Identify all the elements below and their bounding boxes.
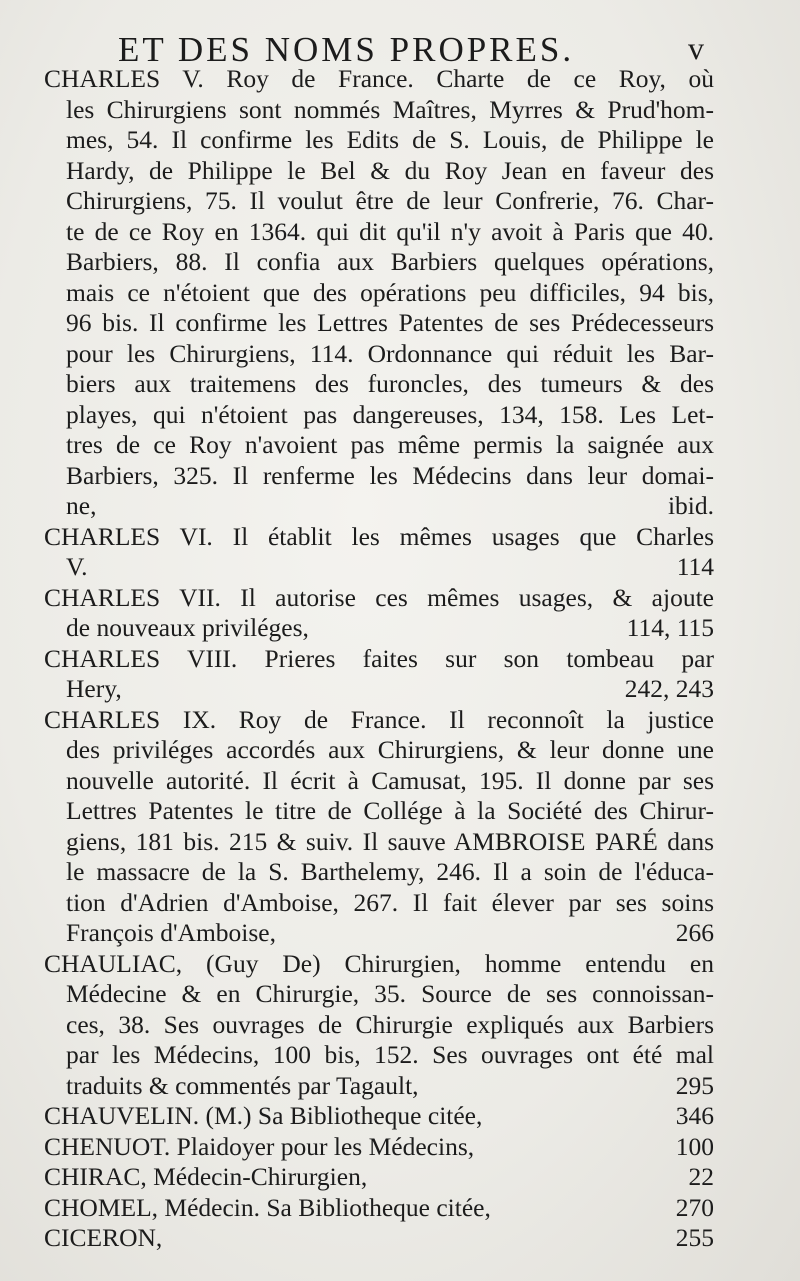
index-entry [44,1223,714,1254]
entry-text: 96 bis. Il confirme les Lettres Patentes de ses Prédecesseurs [66,308,714,337]
index-entries [44,64,714,1254]
entry-text: Hery, [66,674,122,703]
entry-text: François d'Amboise, [66,918,276,947]
entry-last-line [44,1132,714,1163]
entry-text: par les Médecins, 100 bis, 152. Ses ouvrages ont été mal [66,1040,714,1069]
entry-headline: CHARLES VI. Il établit les mêmes usages que Charles [44,521,714,551]
entry-text: mes, 54. Il confirme les Edits de S. Louis, de Philippe le [66,125,714,154]
entry-text: Barbiers, 88. Il confia aux Barbiers quelques opérations, [66,247,714,276]
entry-text: pour les Chirurgiens, 114. Ordonnance qui réduit les Bar- [66,338,714,368]
index-entry [44,949,714,1102]
entry-headline: CHARLES VII. Il autorise ces mêmes usages, & ajoute [44,582,714,612]
entry-text: Médecine & en Chirurgie, 35. Source de ses connoissan- [66,979,714,1008]
entry-text: Lettres Patentes le titre de Collége à la Société des Chirur- [66,796,714,825]
running-header [0,24,800,68]
entry-text: le massacre de la S. Barthelemy, 246. Il a soin de l'éduca- [66,857,714,886]
index-entry [44,1162,714,1193]
page-reference: 114, 115 [626,613,714,642]
index-entry [44,583,714,644]
entry-text: CHAUVELIN. (M.) Sa Bibliotheque citée, [44,1101,483,1130]
entry-headline: CHARLES IX. Roy de France. Il reconnoît la justice [44,704,714,734]
page-reference: 100 [675,1131,714,1161]
index-entry [44,644,714,705]
entry-text: playes, qui n'étoient pas dangereuses, 134, 158. Les Let- [66,399,714,429]
entry-text: Hardy, de Philippe le Bel & du Roy Jean en faveur des [66,155,714,185]
page-reference: ibid. [667,491,714,520]
entry-last-line [44,1223,714,1254]
entry-last-line [44,1101,714,1132]
entry-text: tres de ce Roy n'avoient pas même permis la saignée aux [66,430,714,459]
index-entry [44,64,714,522]
entry-last-line [44,918,714,949]
entry-text: giens, 181 bis. 215 & suiv. Il sauve AMBROISE PARÉ dans [66,826,714,856]
entry-headline: CHAULIAC, (Guy De) Chirurgien, homme entendu en [44,948,714,978]
header-title: ET DES NOMS PROPRES. [118,30,575,69]
entry-text: Barbiers, 325. Il renferme les Médecins dans leur domai- [66,460,714,490]
page-reference: 242, 243 [624,674,714,703]
page-reference: 114 [676,552,714,581]
page-reference: 295 [675,1070,714,1100]
entry-text: CHOMEL, Médecin. Sa Bibliotheque citée, [44,1192,491,1222]
index-entry [44,705,714,949]
entry-headline: CHARLES VIII. Prieres faites sur son tombeau par [44,643,714,673]
entry-text: nouvelle autorité. Il écrit à Camusat, 195. Il donne par ses [66,765,714,795]
page-number: v [688,30,704,66]
entry-text: les Chirurgiens sont nommés Maîtres, Myrres & Prud'hom- [66,94,714,124]
entry-last-line [44,674,714,705]
page-reference: 266 [675,918,714,947]
entry-last-line [44,1162,714,1193]
entry-text: Chirurgiens, 75. Il voulut être de leur Confrerie, 76. Char- [66,186,714,215]
index-entry [44,1132,714,1163]
entry-text: des priviléges accordés aux Chirurgiens, & leur donne une [66,735,714,764]
entry-text: ces, 38. Ses ouvrages de Chirurgie expliqués aux Barbiers [66,1009,714,1039]
entry-last-line [44,552,714,583]
entry-text: V. [66,552,88,581]
entry-headline: CHARLES V. Roy de France. Charte de ce Roy, où [44,64,714,93]
index-entry [44,522,714,583]
page-reference: 22 [688,1162,714,1191]
entry-last-line [44,491,714,522]
entry-text: traduits & commentés par Tagault, [66,1070,419,1100]
entry-text: te de ce Roy en 1364. qui dit qu'il n'y avoit à Paris que 40. [66,216,714,246]
index-entry [44,1101,714,1132]
entry-text: CHENUOT. Plaidoyer pour les Médecins, [44,1131,475,1161]
entry-text: ne, [66,491,97,520]
entry-text: CHIRAC, Médecin-Chirurgien, [44,1162,368,1191]
page-reference: 270 [675,1192,714,1222]
entry-last-line [44,1193,714,1224]
entry-text: de nouveaux priviléges, [66,613,309,642]
entry-last-line [44,613,714,644]
page-reference: 255 [675,1223,714,1252]
entry-text: biers aux traitemens des furoncles, des tumeurs & des [66,369,714,398]
entry-text: CICERON, [44,1223,163,1252]
page-reference: 346 [675,1101,714,1130]
entry-text: tion d'Adrien d'Amboise, 267. Il fait élever par ses soins [66,887,714,917]
entry-text: mais ce n'étoient que des opérations peu difficiles, 94 bis, [66,277,714,307]
entry-last-line [44,1071,714,1102]
index-entry [44,1193,714,1224]
